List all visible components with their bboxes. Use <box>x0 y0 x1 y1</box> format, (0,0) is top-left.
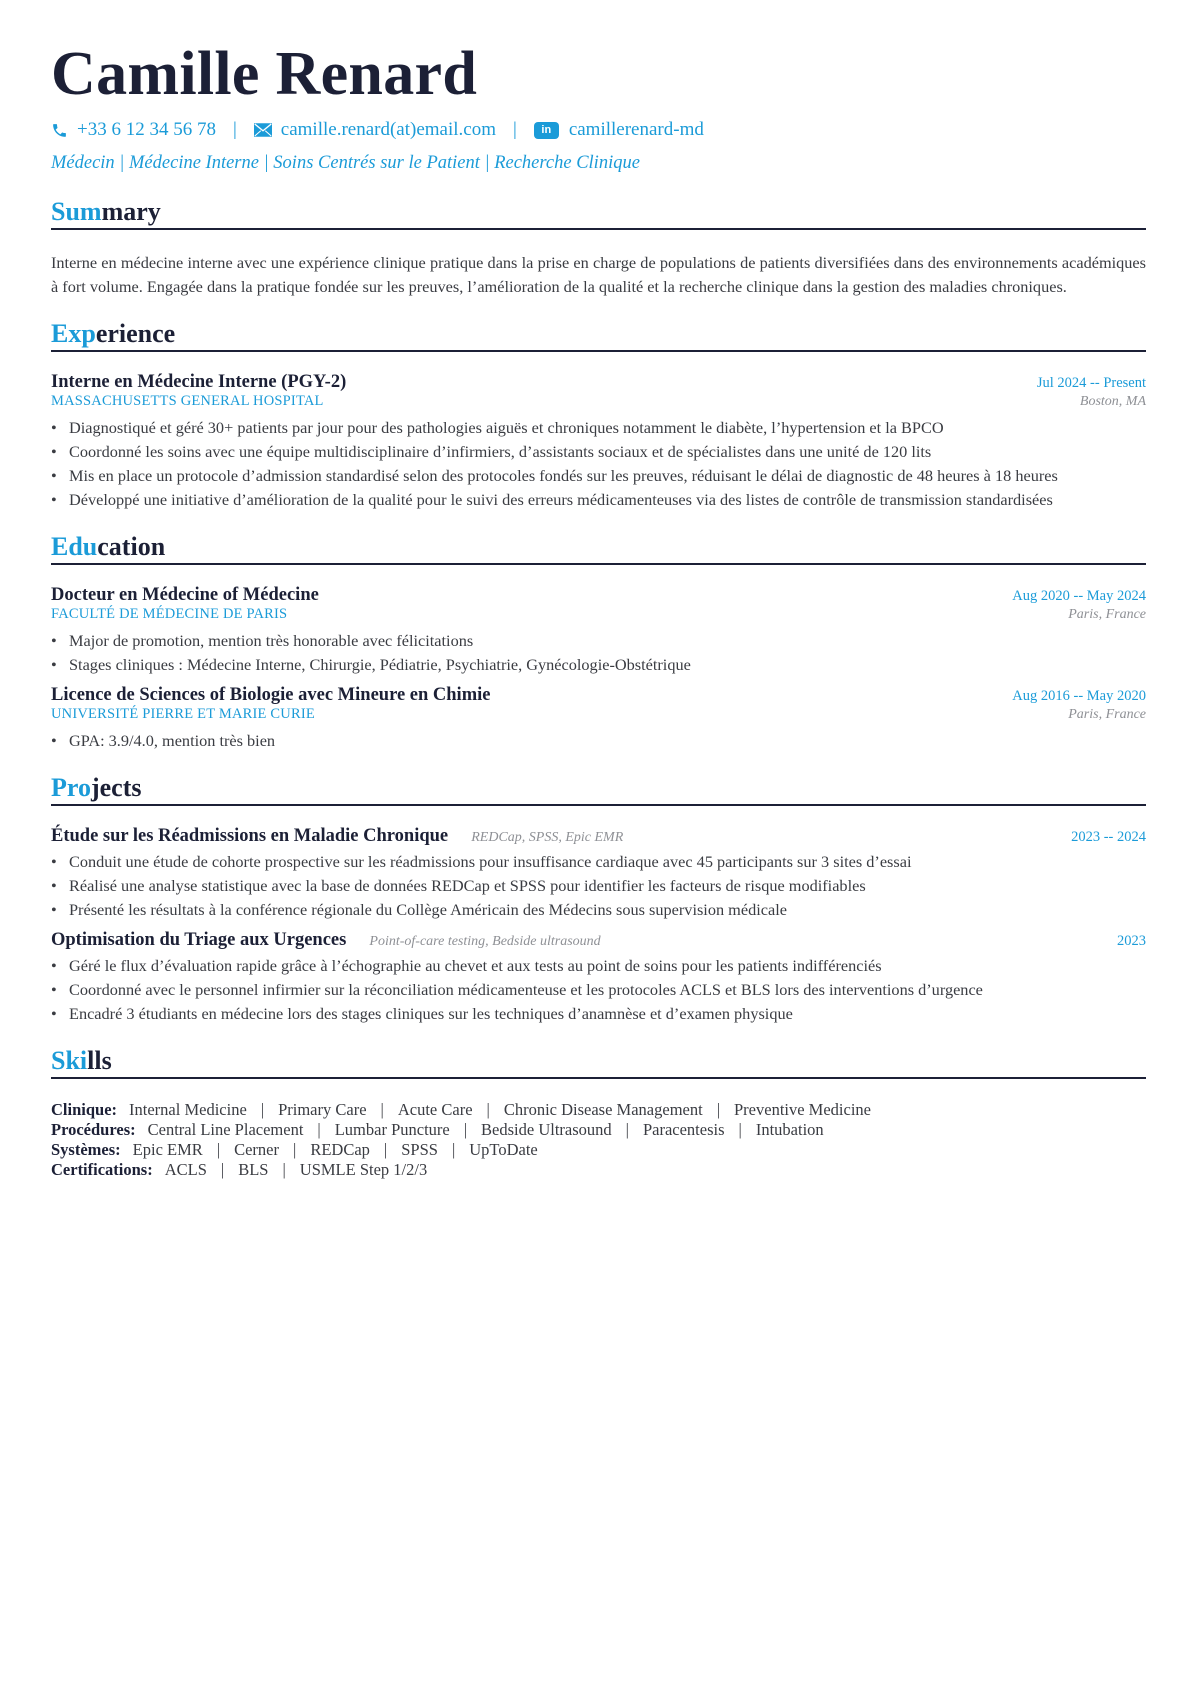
skill-category-label: Procédures: <box>51 1120 136 1139</box>
education-entry <box>51 585 1146 677</box>
skill-item: Acute Care <box>397 1100 473 1119</box>
entry-date: Aug 2020 -- May 2024 <box>1012 588 1146 604</box>
entry-title: Licence de Sciences of Biologie avec Mineure en Chimie <box>51 685 491 705</box>
phone-icon <box>51 122 68 139</box>
skill-item: Preventive Medicine <box>734 1100 871 1119</box>
skill-row <box>51 1160 1146 1180</box>
project-entry <box>51 826 1146 922</box>
section-title-projects: Projects <box>51 773 1146 806</box>
contact-line <box>51 116 1146 144</box>
entry-bullets <box>51 629 1146 677</box>
resume-page <box>51 38 1146 1180</box>
skill-item: USMLE Step 1/2/3 <box>299 1160 428 1179</box>
skill-category-label: Clinique: <box>51 1100 118 1119</box>
section-title-experience: Experience <box>51 319 1146 352</box>
summary-section <box>51 197 1146 299</box>
skill-item: BLS <box>238 1160 269 1179</box>
skill-item: Cerner <box>234 1140 279 1159</box>
list-item: • Conduit une étude de cohorte prospective sur les réadmissions pour insuffisance cardiaque avec 45 participants sur 3 sites d’essai <box>51 850 1146 874</box>
entry-title: Étude sur les Réadmissions en Maladie Chronique <box>51 826 449 846</box>
tagline: Médecin | Médecine Interne | Soins Centrés sur le Patient | Recherche Clinique <box>51 153 640 173</box>
email-contact[interactable] <box>254 119 496 141</box>
list-item: • Présenté les résultats à la conférence régionale du Collège Américain des Médecins sous supervision médicale <box>51 898 1146 922</box>
skill-item: UpToDate <box>469 1140 538 1159</box>
entry-title: Interne en Médecine Interne (PGY-2) <box>51 372 347 392</box>
list-item: • Coordonné avec le personnel infirmier sur la réconciliation médicamenteuse et les protocoles ACLS et BLS lors des interventions d’urgence <box>51 978 1146 1002</box>
skill-item: Primary Care <box>278 1100 367 1119</box>
education-section <box>51 532 1146 753</box>
list-item: • Stages cliniques : Médecine Interne, Chirurgie, Pédiatrie, Psychiatrie, Gynécologie-Obstétrique <box>51 653 1146 677</box>
list-item: • Encadré 3 étudiants en médecine lors des stages cliniques sur les techniques d’anamnèse et d’examen physique <box>51 1002 1146 1026</box>
experience-section <box>51 319 1146 512</box>
full-name <box>51 38 1146 110</box>
skill-separator: | <box>625 1120 629 1139</box>
skills-section <box>51 1046 1146 1180</box>
linkedin-icon: in <box>534 122 559 139</box>
skill-item: Epic EMR <box>132 1140 203 1159</box>
entry-bullets <box>51 416 1146 512</box>
section-title-summary: Summary <box>51 197 1146 230</box>
skill-separator: | <box>220 1160 225 1179</box>
entry-location: Boston, MA <box>1079 394 1146 409</box>
entry-location: Paris, France <box>1068 707 1146 722</box>
skill-item: Lumbar Puncture <box>334 1120 450 1139</box>
skill-separator: | <box>380 1100 384 1119</box>
entry-tech: REDCap, SPSS, Epic EMR <box>471 830 624 845</box>
entry-bullets <box>51 729 1146 753</box>
skill-row <box>51 1140 1146 1160</box>
skill-separator: | <box>216 1140 221 1159</box>
skill-item: Intubation <box>755 1120 824 1139</box>
list-item: • Diagnostiqué et géré 30+ patients par jour pour des pathologies aiguës et chroniques notamment le diabète, l’hypertension et la BPCO <box>51 416 1146 440</box>
skill-separator: | <box>486 1100 490 1119</box>
list-item: • Mis en place un protocole d’admission standardisé selon des protocoles fondés sur les preuves, réduisant le délai de diagnostic de 48 heures à 18 heures <box>51 464 1146 488</box>
skill-row <box>51 1100 1146 1120</box>
skill-item: Internal Medicine <box>129 1100 247 1119</box>
contact-separator: | <box>232 119 237 140</box>
list-item: • GPA: 3.9/4.0, mention très bien <box>51 729 1146 753</box>
contact-separator: | <box>513 119 517 140</box>
skill-item: Paracentesis <box>642 1120 725 1139</box>
section-title-education: Education <box>51 532 1146 565</box>
skill-separator: | <box>282 1160 286 1179</box>
projects-section <box>51 773 1146 1026</box>
list-item: • Développé une initiative d’amélioration de la qualité pour le suivi des erreurs médicamenteuses via des listes de contrôle de transmission standardisées <box>51 488 1146 512</box>
phone-contact[interactable] <box>51 119 216 141</box>
entry-date: 2023 -- 2024 <box>1071 829 1146 845</box>
skill-item: ACLS <box>164 1160 207 1179</box>
linkedin-contact[interactable] <box>534 119 704 141</box>
first-name: Camille <box>51 40 260 108</box>
last-name: Renard <box>275 40 478 108</box>
skills-list <box>51 1100 1146 1180</box>
summary-text: Interne en médecine interne avec une expérience clinique pratique dans la prise en charge de populations de patients diversifiées dans des environnements académiques à fort volume. Engagée dans la pratique fondée sur les preuves, l’amélioration de la qualité et la recherche clinique dans la gestion des maladies chroniques. <box>51 253 1146 296</box>
entry-date: 2023 <box>1117 933 1146 949</box>
list-item: • Géré le flux d’évaluation rapide grâce à l’échographie au chevet et aux tests au point de soins pour les patients indifférenciés <box>51 954 1146 978</box>
section-title-skills: Skills <box>51 1046 1146 1079</box>
phone-text: +33 6 12 34 56 78 <box>77 119 216 140</box>
entry-organization: MASSACHUSETTS GENERAL HOSPITAL <box>51 393 324 409</box>
education-entry <box>51 685 1146 753</box>
skill-item: Bedside Ultrasound <box>481 1120 612 1139</box>
entry-tech: Point-of-care testing, Bedside ultrasound <box>369 934 601 949</box>
entry-date: Jul 2024 -- Present <box>1036 375 1146 391</box>
entry-bullets <box>51 850 1146 922</box>
entry-bullets <box>51 954 1146 1026</box>
skill-category-label: Certifications: <box>51 1160 153 1179</box>
entry-location: Paris, France <box>1068 607 1146 622</box>
entry-title: Optimisation du Triage aux Urgences <box>51 930 347 950</box>
skill-item: Chronic Disease Management <box>503 1100 703 1119</box>
skill-item: REDCap <box>310 1140 370 1159</box>
skill-row <box>51 1120 1146 1140</box>
skill-item: Central Line Placement <box>147 1120 304 1139</box>
skill-separator: | <box>293 1140 297 1159</box>
experience-entry <box>51 372 1146 512</box>
list-item: • Major de promotion, mention très honorable avec félicitations <box>51 629 1146 653</box>
list-item: • Coordonné les soins avec une équipe multidisciplinaire d’infirmiers, d’assistants sociaux et de spécialistes dans une unité de 120 lits <box>51 440 1146 464</box>
skill-separator: | <box>463 1120 468 1139</box>
entry-date: Aug 2016 -- May 2020 <box>1012 688 1146 704</box>
skill-separator: | <box>451 1140 456 1159</box>
project-entry <box>51 930 1146 1026</box>
skill-separator: | <box>383 1140 388 1159</box>
entry-organization: UNIVERSITÉ PIERRE ET MARIE CURIE <box>51 706 315 722</box>
skill-item: SPSS <box>401 1140 438 1159</box>
entry-organization: FACULTÉ DE MÉDECINE DE PARIS <box>51 606 288 622</box>
list-item: • Réalisé une analyse statistique avec la base de données REDCap et SPSS pour identifier les facteurs de risque modifiables <box>51 874 1146 898</box>
linkedin-text: camillerenard-md <box>568 119 704 140</box>
email-text: camille.renard(at)email.com <box>280 119 496 140</box>
skill-separator: | <box>716 1100 720 1119</box>
skill-separator: | <box>260 1100 265 1119</box>
entry-title: Docteur en Médecine of Médecine <box>51 585 319 605</box>
skill-category-label: Systèmes: <box>51 1140 121 1159</box>
envelope-icon <box>254 123 272 137</box>
skill-separator: | <box>738 1120 742 1139</box>
skill-separator: | <box>317 1120 321 1139</box>
